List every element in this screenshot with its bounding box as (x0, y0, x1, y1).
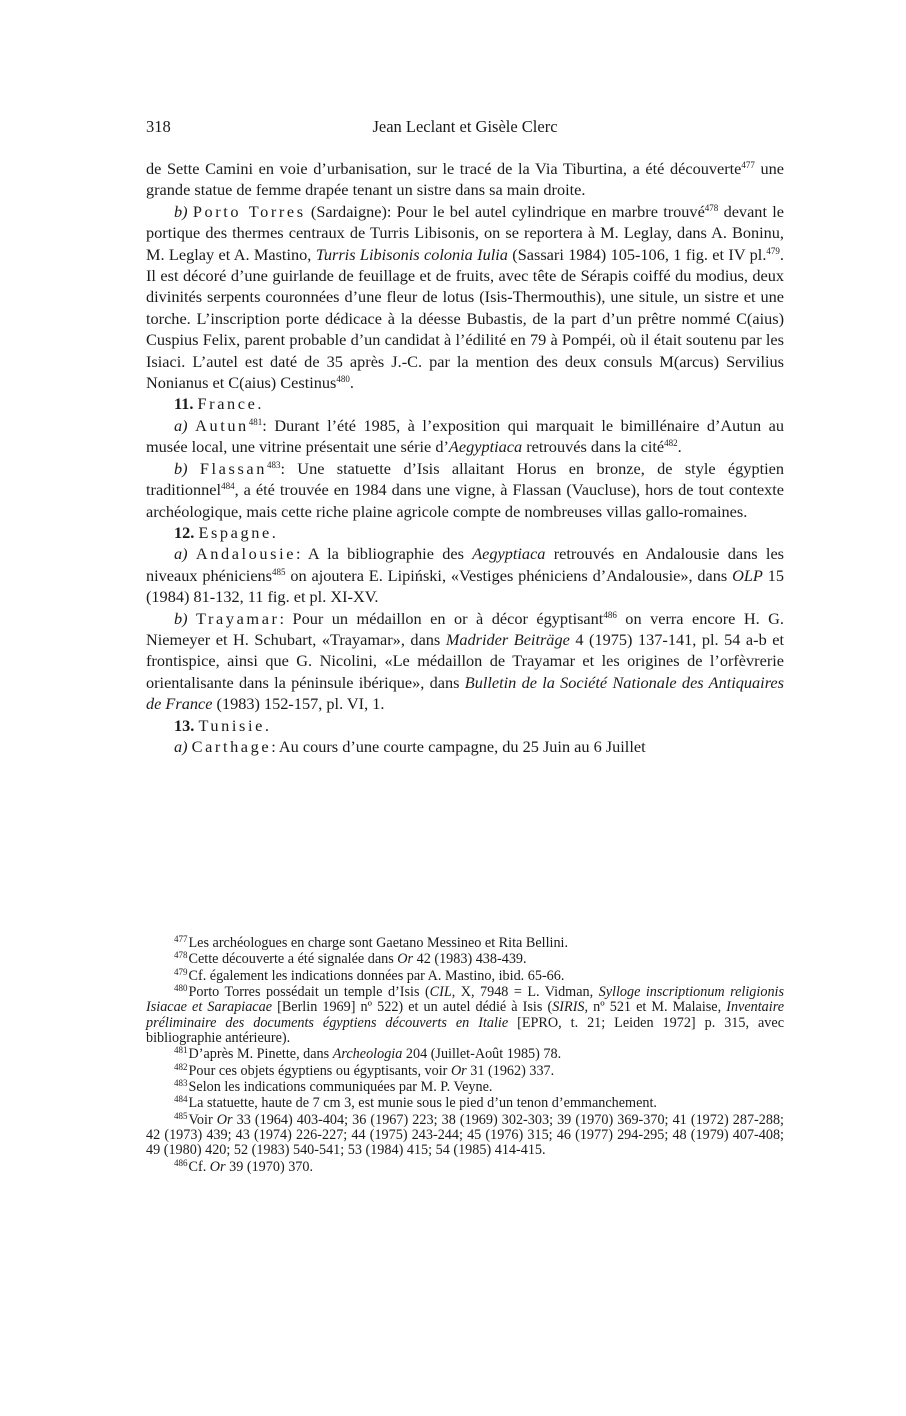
place-name-flassan: Flassan (199, 458, 267, 478)
footnote-484: $^{484}$La statuette, haute de 7 cm 3, est munie sous le pied d’un tenon d’emmanchement. (174, 1094, 657, 1112)
footnote-ref-483[interactable]: 483 (266, 459, 281, 470)
footnote-ref-478[interactable]: 478 (704, 202, 719, 213)
place-name-andalousie: Andalousie (195, 544, 297, 564)
footnote-ref-484[interactable]: 484 (221, 481, 235, 492)
paragraph-sette-camini: de Sette Camini en voie d’urbanisation, sur le tracé de la Via Tiburtina, a été découverte$^{477}$ une grande statue de femme drapée tenant un sistre dans sa main droite. (146, 159, 784, 200)
main-text (146, 158, 784, 757)
footnote-483: $^{483}$Selon les indications communiquées par M. P. Veyne. (174, 1077, 493, 1095)
section-heading-tunisie: 13. Tunisie. (174, 715, 272, 735)
place-name-autun: Autun (195, 415, 249, 435)
page-number: 318 (146, 117, 171, 136)
footnote-ref-480[interactable]: 480 (336, 374, 350, 385)
paragraph-carthage: a) Carthage: Au cours d’une courte campagne, du 25 Juin au 6 Juillet (174, 736, 646, 756)
footnote-ref-485[interactable]: 485 (272, 566, 286, 577)
footnote-ref-482[interactable]: 482 (664, 438, 678, 449)
place-name-trayamar: Trayamar (196, 608, 280, 628)
footnote-481: $^{481}$D’après M. Pinette, dans Archeologia 204 (Juillet-Août 1985) 78. (174, 1045, 562, 1063)
running-header (146, 114, 784, 140)
paragraph-porto-torres: b) Porto Torres (Sardaigne): Pour le bel autel cylindrique en marbre trouvé$^{478}$ devant le portique des thermes centraux de Turris Libisonis, on se reportera à M. Leglay, dans A. Boninu, M. Leglay et A. Mastino, Turris Libisonis colonia Iulia (Sassari 1984) 105-106, 1 fig. et IV pl.$^{479}$. Il est décoré d’une guirlande de feuillage et de fruits, avec tête de Sérapis coiffé du modius, deux divinités serpents couronnées d’une fleur de lotus (Isis-Thermouthis), une situle, un sistre et une torche. L’inscription porte dédicace à la déesse Bubastis, de la part d’un prêtre nommé C(aius) Cuspius Felix, parent probable d’un candidat à l’édilité en 79 à Pompéi, où il était soutenu par les Isiaci. L’autel est daté de 35 après J.-C. par la mention des deux consuls M(arcus) Servilius Nonianus et C(aius) Cestinus$^{480}$. (146, 201, 784, 393)
footnote-482: $^{482}$Pour ces objets égyptiens ou égyptisants, voir Or 31 (1962) 337. (174, 1061, 555, 1079)
footnote-479: $^{479}$Cf. également les indications données par A. Mastino, ibid. 65-66. (174, 966, 565, 984)
paragraph-autun: a) Autun$^{481}$: Durant l’été 1985, à l’exposition qui marquait le bimillénaire d’Autun au musée local, une vitrine présentait une série d’Aegyptiaca retrouvés dans la cité$^{482}$. (146, 415, 784, 457)
paragraph-flassan: b) Flassan$^{483}$: Une statuette d’Isis allaitant Horus en bronze, de style égyptien traditionnel$^{484}$, a été trouvée en 1984 dans une vigne, à Flassan (Vaucluse), hors de tout contexte archéologique, mais cette riche plaine agricole compte de nombreuses villas gallo-romaines. (146, 458, 784, 521)
footnote-480: $^{480}$Porto Torres possédait un temple d’Isis (CIL, X, 7948 = L. Vidman, Sylloge inscriptionum religionis Isiacae et Sarapiacae [Berlin 1969] nº 522) et un autel dédié à Isis (SIRIS, nº 521 et M. Malaise, Inventaire préliminaire des documents égyptiens découverts en Italie [EPRO, t. 21; Leiden 1972] p. 315, avec bibliographie antérieure). (146, 983, 784, 1046)
paragraph-trayamar: b) Trayamar: Pour un médaillon en or à décor égyptisant$^{486}$ on verra encore H. G. Niemeyer et H. Schubart, «Trayamar», dans Madrider Beiträge 4 (1975) 137-141, pl. 54 a-b et frontispice, ainsi que G. Nicolini, «Le médaillon de Trayamar et les origines de l’orfèvrerie orientalisante dans la péninsule ibérique», dans Bulletin de la Société Nationale des Antiquaires de France (1983) 152-157, pl. VI, 1. (146, 608, 785, 714)
footnote-ref-481[interactable]: 481 (248, 416, 263, 427)
place-name-porto-torres: Porto Torres (192, 201, 306, 221)
footnote-ref-486[interactable]: 486 (603, 609, 617, 620)
footnote-477: $^{477}$Les archéologues en charge sont Gaetano Messineo et Rita Bellini. (174, 934, 569, 951)
footnote-485: $^{485}$Voir Or 33 (1964) 403-404; 36 (1967) 223; 38 (1969) 302-303; 39 (1970) 369-370; 41 (1972) 287-288; 42 (1973) 439; 43 (1974) 226-227; 44 (1975) 243-244; 45 (1976) 315; 46 (1977) 294-295; 48 (1979) 407-408; 49 (1980) 420; 52 (1983) 540-541; 53 (1984) 415; 54 (1985) 414-415. (146, 1110, 784, 1159)
footnote-478: $^{478}$Cette découverte a été signalée dans Or 42 (1983) 438-439. (174, 950, 527, 968)
footnote-486: $^{486}$Cf. Or 39 (1970) 370. (174, 1157, 314, 1175)
footnote-ref-477[interactable]: 477 (741, 160, 755, 170)
section-heading-espagne: 12. Espagne. (174, 522, 279, 542)
running-title: Jean Leclant et Gisèle Clerc (372, 117, 558, 136)
paragraph-andalousie: a) Andalousie: A la bibliographie des Aegyptiaca retrouvés en Andalousie dans les niveaux phéniciens$^{485}$ on ajoutera E. Lipiński, «Vestiges phéniciens d’Andalousie», dans OLP 15 (1984) 81-132, 11 fig. et pl. XI-XV. (146, 544, 785, 607)
place-name-carthage: Carthage (191, 736, 272, 756)
section-heading-france: 11. France. (174, 394, 265, 414)
footnote-ref-479[interactable]: 479 (766, 245, 780, 256)
footnotes (146, 936, 784, 1176)
